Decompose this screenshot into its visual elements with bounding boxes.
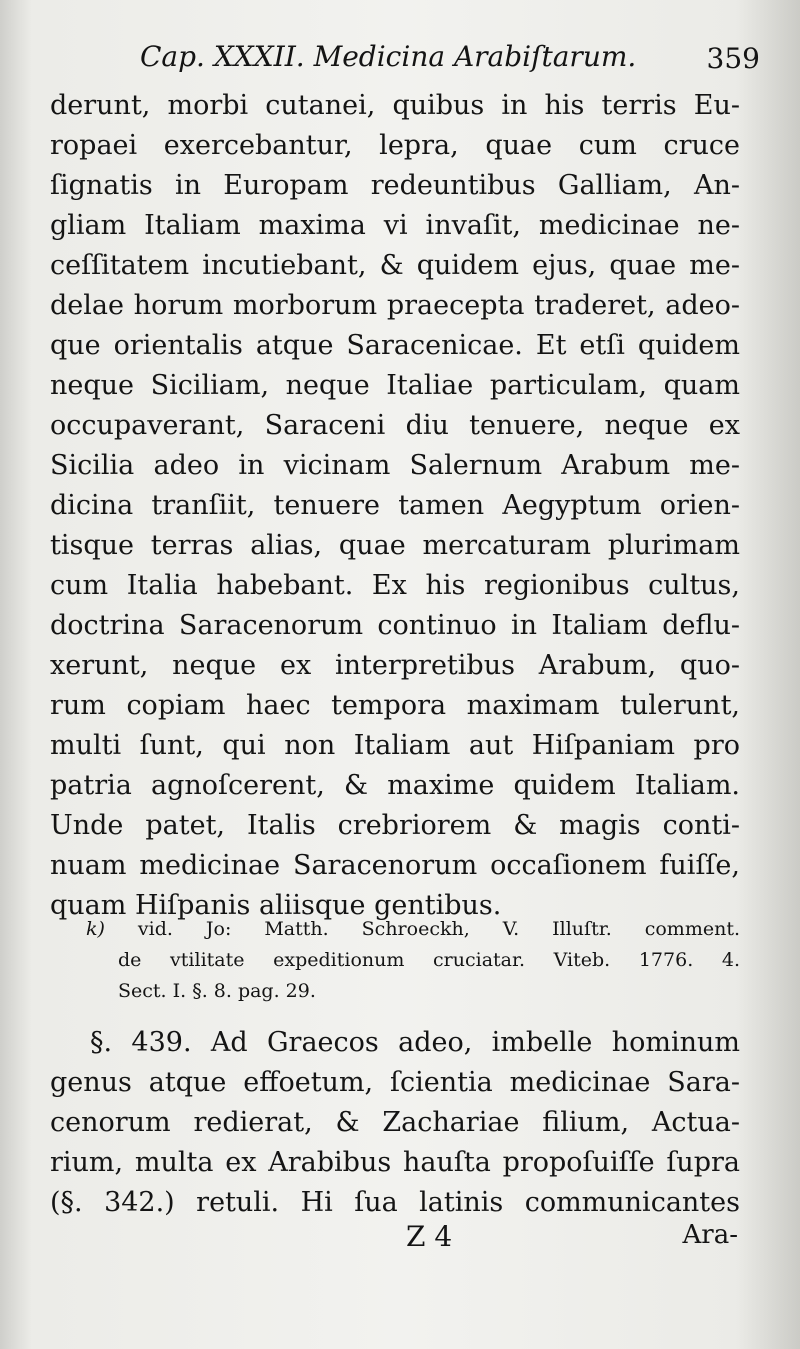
text-line: ropaei exercebantur, lepra, quae cum cruce [50,130,740,161]
text-line: quam Hiſpanis aliisque gentibus. [50,890,502,921]
text-line: xerunt, neque ex interpretibus Arabum, quo- [50,650,740,681]
footnote-line: de vtilitate expeditionum cruciatar. Viteb. 1776. 4. [118,949,740,971]
text-line: neque Siciliam, neque Italiae particulam, quam [50,370,740,401]
footnote-line [86,914,740,945]
text-line: ſignatis in Europam redeuntibus Galliam, An- [50,170,740,201]
text-line: gliam Italiam maxima vi invaſit, medicinae ne- [50,210,740,241]
text-line: Unde patet, Italis crebriorem & magis conti- [50,810,740,841]
text-line: rum copiam haec tempora maximam tulerunt, [50,690,740,721]
page-number: 359 [706,42,760,75]
text-line: multi ſunt, qui non Italiam aut Hiſpaniam pro [50,730,740,761]
text-line: cenorum redierat, & Zachariae filium, Actua- [50,1107,740,1138]
text-line: (§. 342.) retuli. Hi ſua latinis communicantes [50,1187,740,1218]
footnote [86,914,740,1007]
text-line: doctrina Saracenorum continuo in Italiam deflu- [50,610,740,641]
catchword: Ara- [682,1220,738,1250]
text-line: nuam medicinae Saracenorum occaſionem fuiſſe, [50,850,740,881]
chapter-title: Cap. XXXII. Medicina Arabiſtarum. [140,40,637,73]
text-line: Sicilia adeo in vicinam Salernum Arabum me- [50,450,740,481]
text-line: rium, multa ex Arabibus hauſta propoſuiſſe ſupra [50,1147,740,1178]
footnote-text: vid. Jo: Matth. Schroeckh, V. Illuſtr. comment. [137,918,740,940]
footnote-line: Sect. I. §. 8. pag. 29. [118,980,316,1002]
text-line: genus atque effoetum, ſcientia medicinae Sara- [50,1067,740,1098]
text-line: occupaverant, Saraceni diu tenuere, neque ex [50,410,740,441]
text-line: ceſſitatem incutiebant, & quidem ejus, quae me- [50,250,740,281]
footnote-label: k) [86,918,105,940]
signature-mark: Z 4 [406,1220,453,1253]
text-line: derunt, morbi cutanei, quibus in his terris Eu- [50,90,740,121]
text-line: dicina tranſiit, tenuere tamen Aegyptum orien- [50,490,740,521]
text-line: tisque terras alias, quae mercaturam plurimam [50,530,740,561]
text-line: que orientalis atque Saracenicae. Et etſi quidem [50,330,740,361]
section-paragraph [50,1023,740,1223]
text-line: cum Italia habebant. Ex his regionibus cultus, [50,570,740,601]
running-head [140,40,760,84]
text-line: §. 439. Ad Graecos adeo, imbelle hominum [90,1027,740,1058]
body-paragraph [50,86,740,926]
text-line: delae horum morborum praecepta traderet, adeo- [50,290,740,321]
text-line: patria agnoſcerent, & maxime quidem Italiam. [50,770,740,801]
